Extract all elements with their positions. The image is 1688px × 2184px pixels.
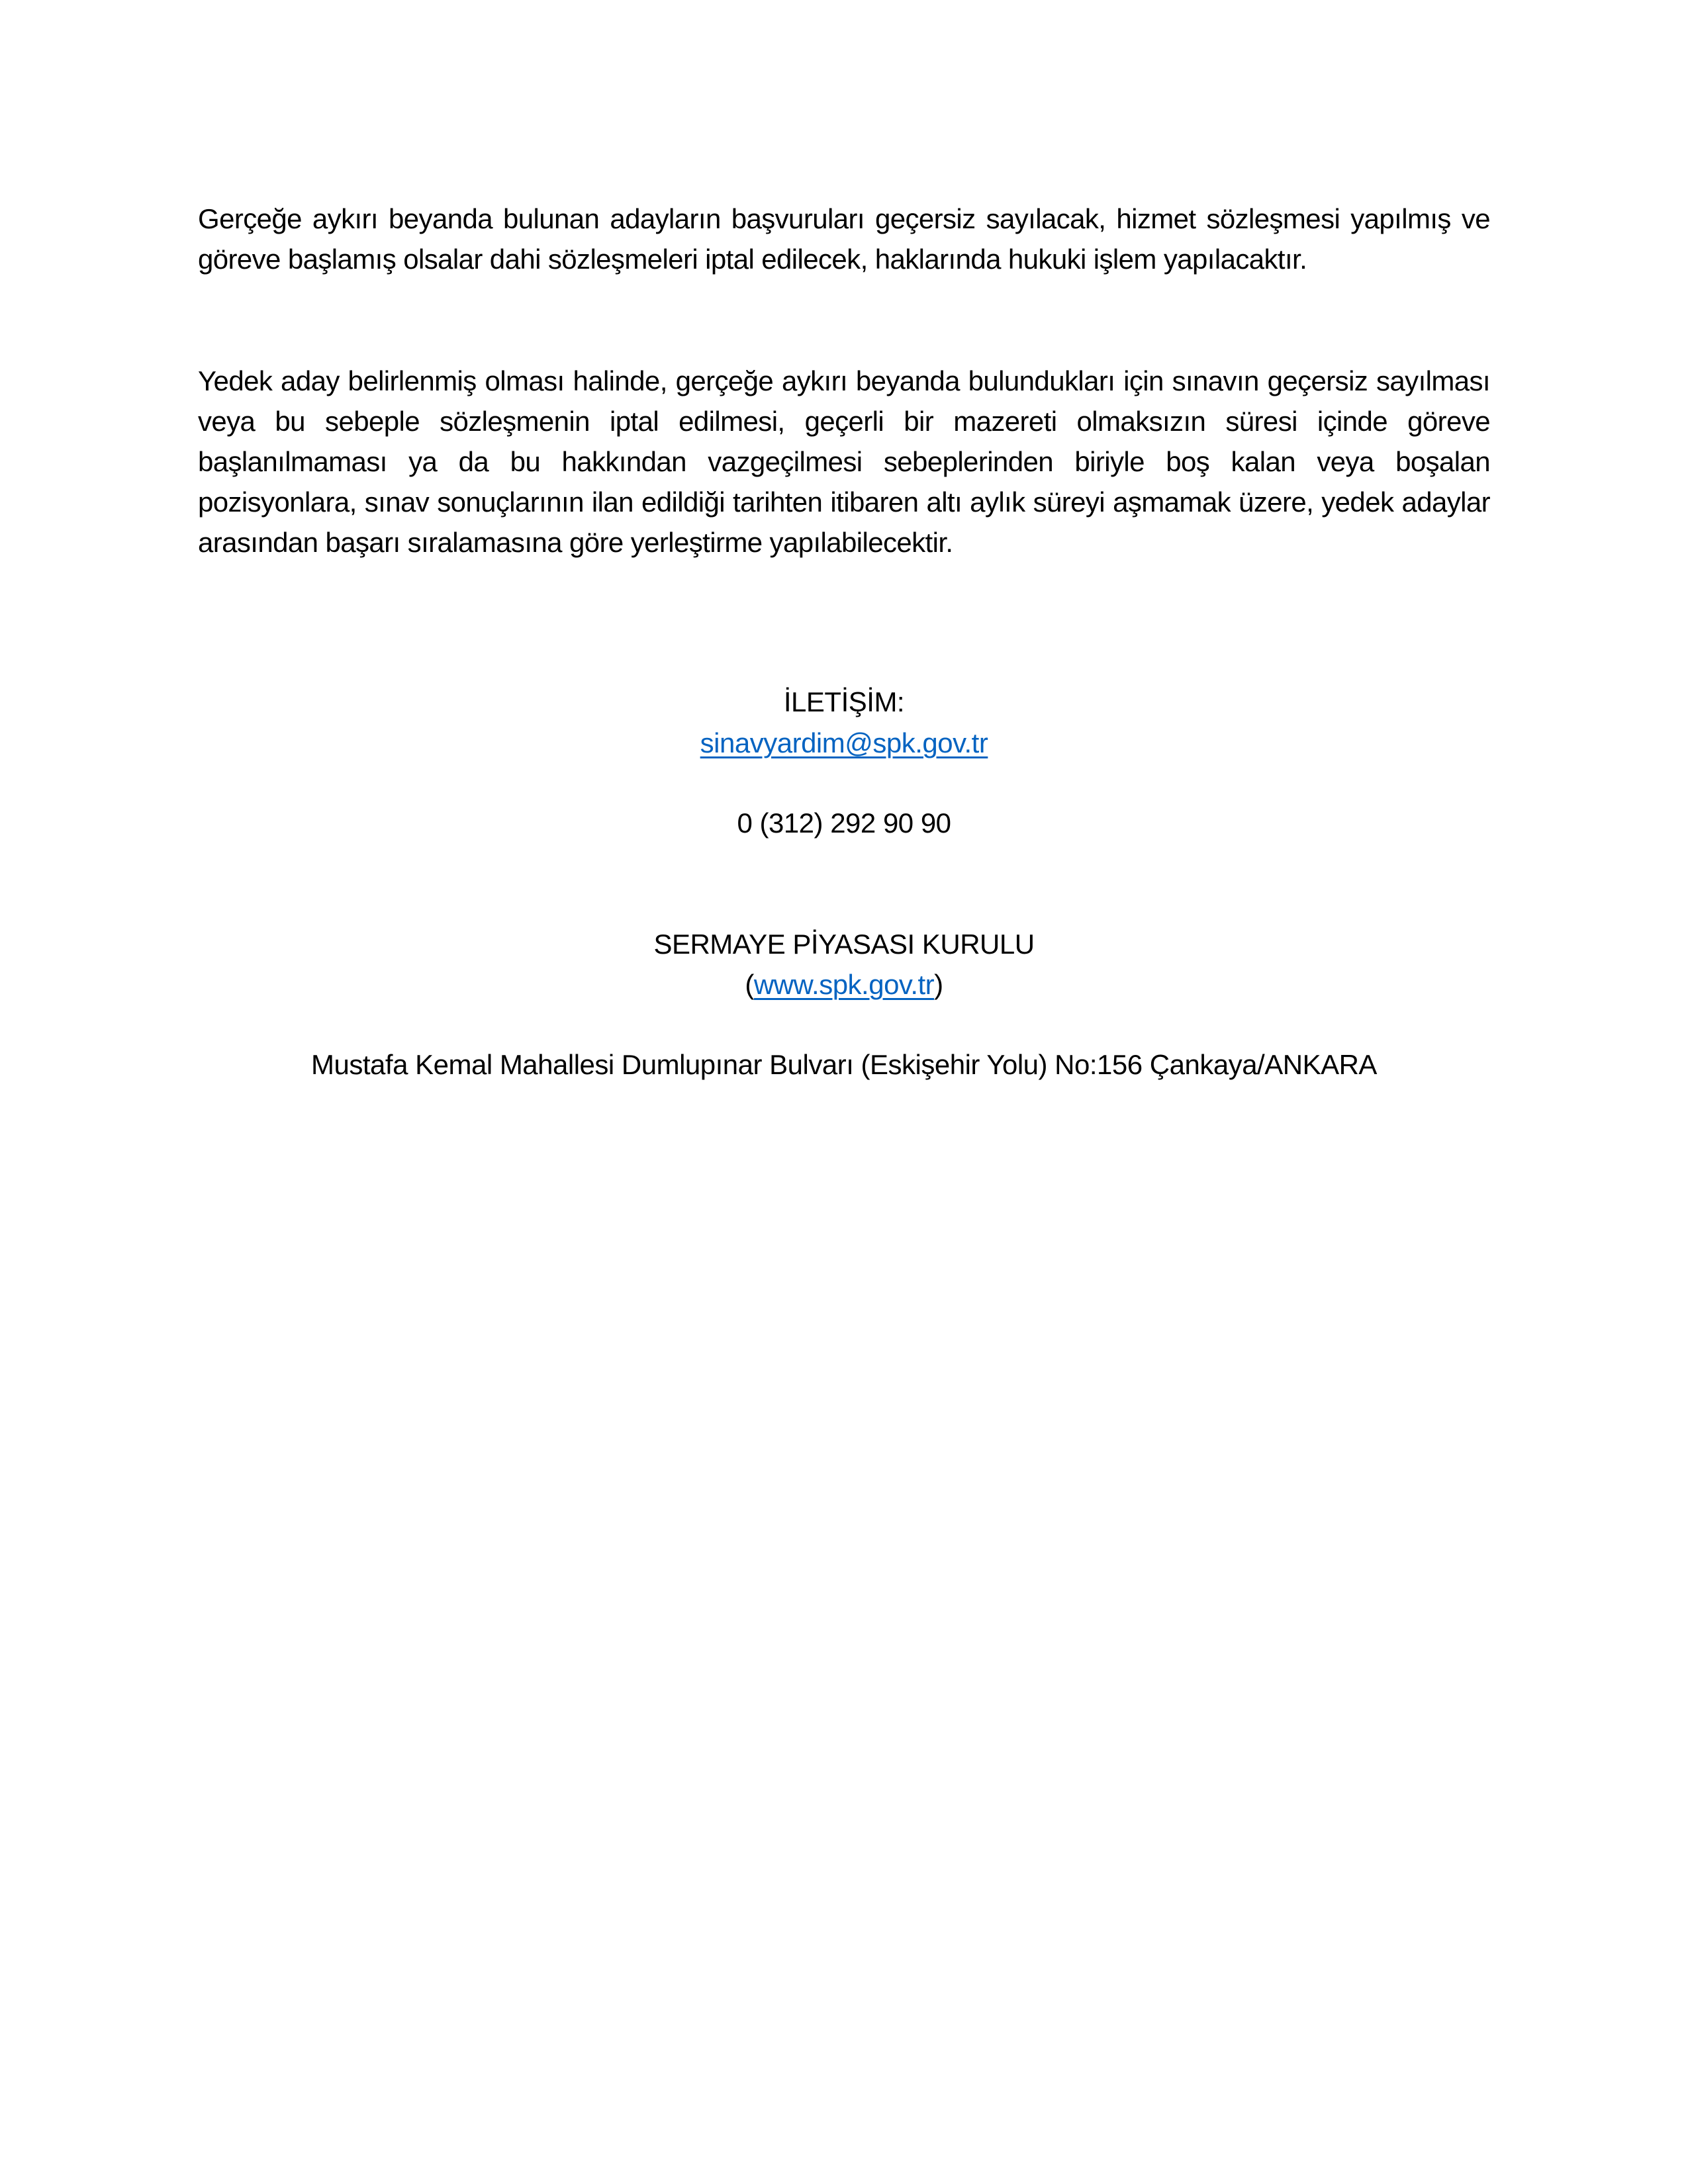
paragraph-reserve-candidates: Yedek aday belirlenmiş olması halinde, gerçeğe aykırı beyanda bulundukları için sınavın geçersiz sayılması veya bu sebeple sözleşmenin iptal edilmesi, geçerli bir mazereti olmaksızın süresi içinde göreve başlanılmaması ya da bu hakkından vazgeçilmesi sebeplerinden biriyle boş kalan veya boşalan pozisyonlara, sınav sonuçlarının ilan edildiği tarihten itibaren altı aylık süreyi aşmamak üzere, yedek adaylar arasından başarı sıralamasına göre yerleştirme yapılabilecektir. — [198, 365, 1490, 558]
contact-email-line — [0, 723, 1688, 763]
contact-heading: İLETİŞİM: — [783, 686, 905, 717]
website-link[interactable]: www.spk.gov.tr — [753, 969, 935, 1000]
paragraph-invalid-declaration: Gerçeğe aykırı beyanda bulunan adayların başvuruları geçersiz sayılacak, hizmet sözleşmesi yapılmış ve göreve başlamış olsalar dahi sözleşmeleri iptal edilecek, haklarında hukuki işlem yapılacaktır. — [198, 203, 1490, 275]
website-close-paren: ) — [934, 969, 943, 1000]
contact-phone: 0 (312) 292 90 90 — [737, 807, 951, 839]
contact-email-link[interactable]: sinavyardim@spk.gov.tr — [700, 727, 988, 758]
website-line — [0, 964, 1688, 1005]
organization-name: SERMAYE PİYASASI KURULU — [653, 929, 1035, 960]
website-open-paren: ( — [745, 969, 754, 1000]
organization-address: Mustafa Kemal Mahallesi Dumlupınar Bulvarı (Eskişehir Yolu) No:156 Çankaya/ANKARA — [311, 1049, 1377, 1080]
